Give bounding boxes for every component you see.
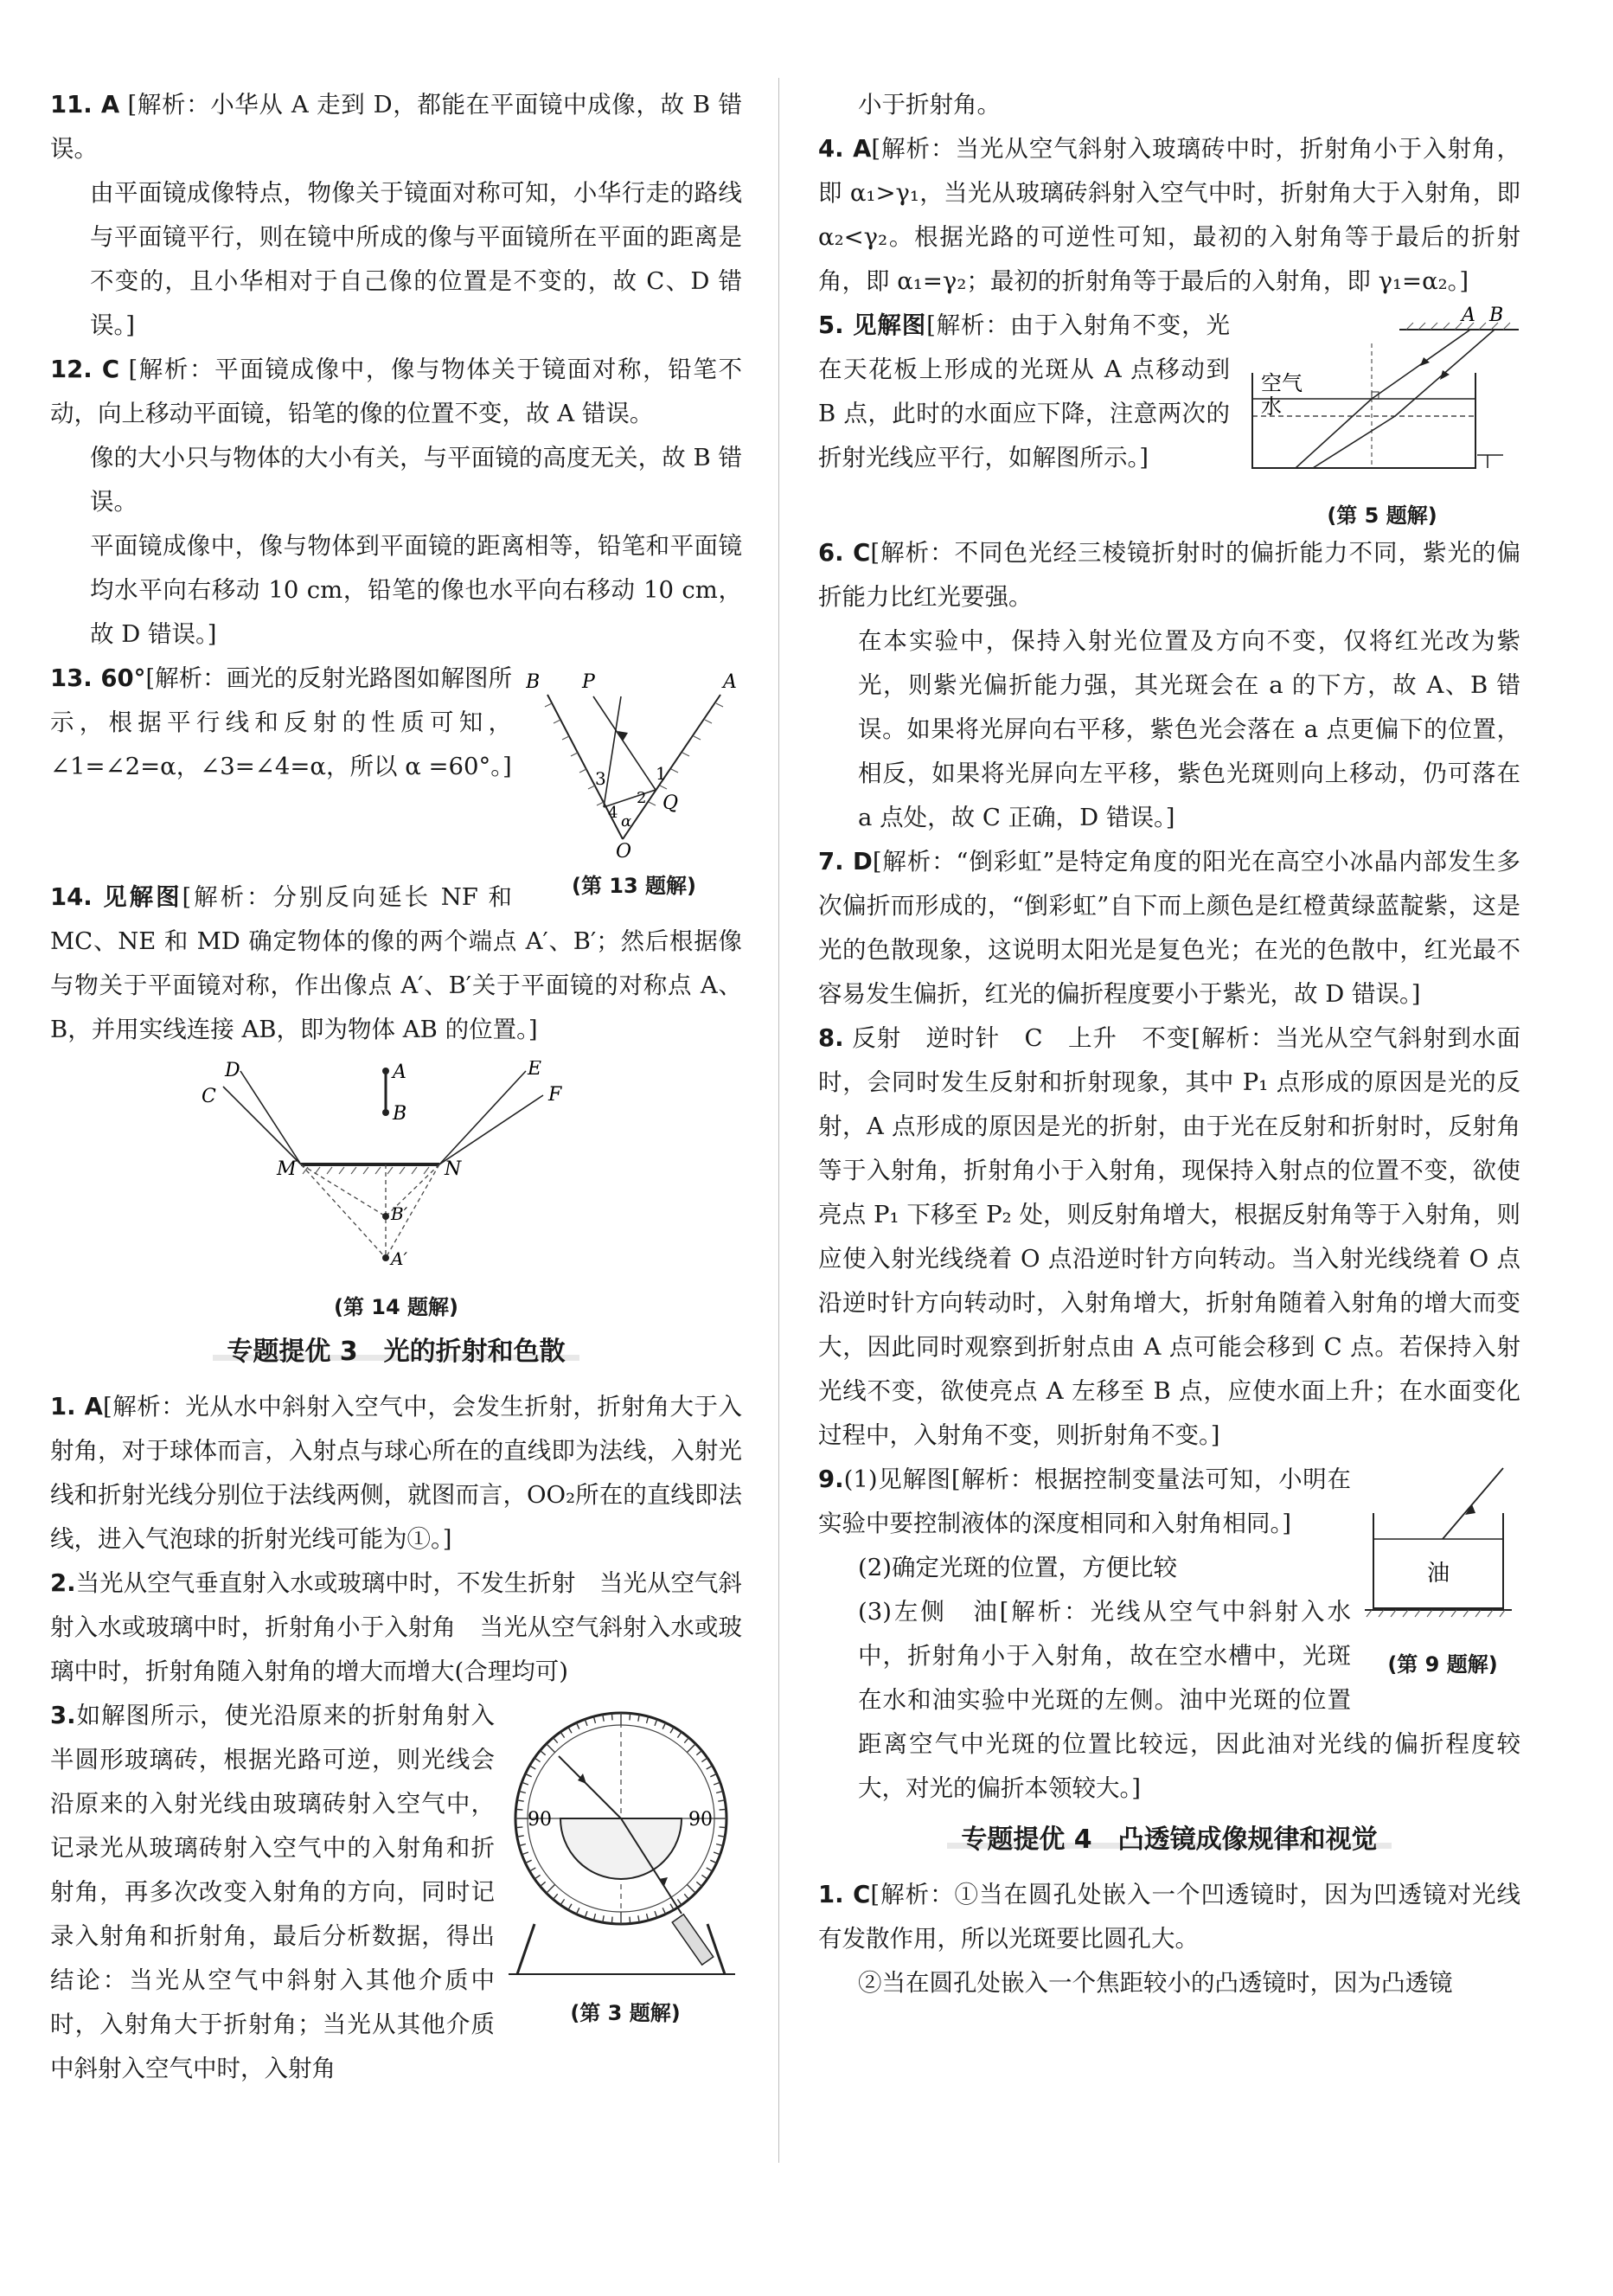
label-B-prime: B′ xyxy=(391,1203,408,1224)
answer-number: 6. C xyxy=(818,539,871,567)
analysis-text: 像的大小只与物体的大小有关，与平面镜的高度无关，故 B 错误。 xyxy=(90,444,742,516)
analysis-text: [解析：平面镜成像中，像与物体关于镜面对称，铅笔不动，向上移动平面镜，铅笔的像的位置不变，故 A 错误。 xyxy=(50,356,742,427)
label-A-prime: A′ xyxy=(391,1248,407,1269)
semicircle-protractor-diagram xyxy=(509,1697,742,1983)
analysis-text: [解析：光从水中斜射入空气中，会发生折射，折射角大于入射角，对于球体而言，入射点与球心所在的直线即为法线，入射光线和折射光线分别位于法线两侧，就图而言，OO₂所在的直线即法线，进入气泡球的折射光线可能为①。] xyxy=(50,1393,742,1553)
protractor-tick xyxy=(720,1827,726,1828)
answer-s3-3 xyxy=(50,1694,742,2091)
analysis-text: 在本实验中，保持入射光位置及方向不变，仅将红光改为紫光，则紫光偏折能力强，其光斑会在 a 的下方，故 A、B 错误。如果将光屏向右平移，紫色光会落在 a 点更偏下的位置，相反，如果将光屏向左平移，紫色光斑则向上移动，仍可落在 a 点处，故 C 正确，D 错误。] xyxy=(858,627,1520,831)
right-column xyxy=(818,83,1520,2005)
label-M: M xyxy=(277,1158,297,1180)
protractor-tick xyxy=(714,1852,720,1855)
figure-3-caption: (第 3 题解) xyxy=(570,2001,681,2025)
protractor-tick xyxy=(522,1852,528,1855)
answer-text: (2)确定光斑的位置，方便比较 xyxy=(858,1554,1177,1581)
label-air: 空气 xyxy=(1261,371,1303,395)
protractor-tick xyxy=(515,1827,522,1828)
protractor-tick xyxy=(576,1722,579,1728)
label-P: P xyxy=(582,671,595,693)
section-title-4: 专题提优 4 凸透镜成像规律和视觉 xyxy=(818,1816,1520,1864)
figure-14 xyxy=(50,1061,742,1323)
protractor-tick xyxy=(560,1732,565,1738)
analysis-text: 平面镜成像中，像与物体到平面镜的距离相等，铅笔和平面镜均水平向右移动 10 cm，铅笔的像也水平向右移动 10 cm，故 D 错误。] xyxy=(90,532,742,648)
label-A: A xyxy=(1462,305,1475,326)
answer-number: 1. C xyxy=(818,1881,871,1908)
answer-13 xyxy=(50,657,742,875)
protractor-tick xyxy=(707,1766,713,1769)
protractor-tick xyxy=(576,1908,579,1914)
label-D: D xyxy=(225,1061,240,1081)
label-C: C xyxy=(202,1086,216,1107)
protractor-tick xyxy=(655,1719,657,1726)
protractor-tick xyxy=(684,1894,688,1899)
protractor-tick xyxy=(720,1809,726,1810)
analysis-text: [解析：小华从 A 走到 D，都能在平面镜中成像，故 B 错误。 xyxy=(50,91,742,163)
answer-number: 11. A xyxy=(50,91,120,119)
answer-number: 5. 见解图 xyxy=(818,311,927,339)
answer-s4-1 xyxy=(818,1873,1520,2005)
protractor-tick xyxy=(710,1773,716,1776)
label-F: F xyxy=(548,1084,562,1106)
figure-5-caption: (第 5 题解) xyxy=(1327,503,1437,528)
oil-label: 油 xyxy=(1427,1561,1450,1587)
protractor-tick xyxy=(541,1751,546,1755)
protractor-tick xyxy=(655,1911,657,1918)
protractor-tick xyxy=(684,1738,688,1743)
protractor-tick xyxy=(529,1868,535,1871)
angle-4: 4 xyxy=(608,804,618,822)
answer-number: 9. xyxy=(818,1465,844,1493)
protractor-tick xyxy=(670,1727,674,1733)
continued-text: 小于折射角。 xyxy=(858,91,1001,119)
angle-label-left-90: 90 xyxy=(528,1809,552,1831)
answer-number: 3. xyxy=(50,1702,76,1729)
reflection-diagram-13 xyxy=(526,662,742,861)
protractor-tick xyxy=(541,1882,546,1886)
protractor-tick xyxy=(585,1911,587,1918)
answer-12 xyxy=(50,348,742,657)
protractor-tick xyxy=(611,1917,612,1924)
answer-number: 8. xyxy=(818,1024,844,1052)
answer-number: 1. A xyxy=(50,1393,103,1421)
figure-13-caption-wrap xyxy=(526,870,742,901)
protractor-tick xyxy=(547,1884,555,1893)
label-B: B xyxy=(526,671,541,693)
analysis-text: [解析：当光从空气斜射入玻璃砖中时，折射角小于入射角，即 α₁>γ₁，当光从玻璃砖斜射入空气中时，折射角大于入射角，即 α₂<γ₂。根据光路的可逆性可知，最初的入射角等于最后的折射角，即 α₁=γ₂；最初的折射角等于最后的入射角，即 γ₁=α₂。] xyxy=(818,135,1520,295)
label-N: N xyxy=(445,1158,462,1180)
figure-3 xyxy=(509,1697,742,2029)
protractor-tick xyxy=(568,1904,572,1910)
protractor-tick xyxy=(522,1782,528,1785)
answer-text: 反射 逆时针 C 上升 不变[解析：当光从空气斜射到水面时，会同时发生反射和折射现象，其中 P₁ 点形成的原因是光的反射，A 点形成的原因是光的折射，由于光在反射和折射时，反射角等于入射角，折射角小于入射角，现保持入射点的位置不变，欲使亮点 P₁ 下移至 P₂ 处，则反射角增大，根据反射角等于入射角，则应使入射光线绕着 O 点沿逆时针方向转动。当入射光线绕着 O 点沿逆时针方向转动时，入射角增大，折射角随着入射角的增大而变大，因此同时观察到折射点由 A 点可能会移到 C 点。若保持入射光线不变，欲使亮点 A 左移至 B 点，应使水面上升；在水面变化过程中，入射角不变，则折射角不变。] xyxy=(818,1024,1520,1449)
protractor-tick xyxy=(547,1744,555,1753)
label-Q: Q xyxy=(662,792,679,814)
analysis-text: 由平面镜成像特点，物像关于镜面对称可知，小华行走的路线与平面镜平行，则在镜中所成的像与平面镜所在平面的距离是不变的，且小华相对于自己像的位置是不变的，故 C、D 错误。] xyxy=(90,179,742,339)
protractor-tick xyxy=(611,1713,612,1720)
analysis-text: [解析：画光的反射光路图如解图所示，根据平行线和反射的性质可知，∠1=∠2=α，∠3=∠4=α，所以 α =60°。] xyxy=(50,664,512,780)
figure-9 xyxy=(1365,1461,1520,1680)
protractor-tick xyxy=(585,1719,587,1726)
section-title-3: 专题提优 3 光的折射和色散 xyxy=(50,1328,742,1376)
protractor-tick xyxy=(593,1716,595,1723)
protractor-tick xyxy=(710,1860,716,1863)
angle-1: 1 xyxy=(656,763,667,784)
protractor-tick xyxy=(662,1908,665,1914)
protractor-tick xyxy=(554,1738,558,1743)
protractor-tick xyxy=(647,1914,649,1921)
protractor-tick xyxy=(529,1766,535,1769)
answer-14 xyxy=(50,875,742,1323)
mirror-image-diagram-14 xyxy=(171,1061,621,1277)
protractor-tick xyxy=(568,1727,572,1733)
analysis-text: [解析：不同色光经三棱镜折射时的偏折能力不同，紫光的偏折能力比红光要强。 xyxy=(818,539,1520,611)
protractor-tick xyxy=(662,1722,665,1728)
protractor-tick xyxy=(696,1751,701,1755)
protractor-tick xyxy=(677,1899,682,1905)
protractor-tick xyxy=(593,1914,595,1921)
protractor-tick xyxy=(525,1773,531,1776)
protractor-tick xyxy=(515,1809,522,1810)
protractor-tick xyxy=(560,1899,565,1905)
protractor-tick xyxy=(525,1860,531,1863)
label-B: B xyxy=(1489,305,1504,326)
figure-13 xyxy=(526,662,742,875)
figure-5 xyxy=(1244,304,1520,531)
answer-number: 7. D xyxy=(818,848,873,875)
protractor-tick xyxy=(707,1868,713,1871)
left-column xyxy=(50,83,742,2091)
answer-s3-5 xyxy=(818,304,1520,531)
analysis-text: [解析：分别反向延长 NF 和 MC、NE 和 MD 确定物体的像的两个端点 A′、B′；然后根据像与物关于平面镜对称，作出像点 A′、B′关于平面镜的对称点 A、B，并用实线连接 AB，即为物体 AB 的位置。] xyxy=(50,883,743,1043)
label-E: E xyxy=(528,1061,542,1080)
protractor-tick xyxy=(670,1904,674,1910)
angle-label-right-90: 90 xyxy=(688,1809,713,1831)
protractor-tick xyxy=(701,1875,707,1879)
figure-9-caption: (第 9 题解) xyxy=(1387,1652,1498,1677)
angle-2: 2 xyxy=(637,789,647,807)
answer-text: (3)左侧 油[解析：光线从空气中斜射入水中，折射角小于入射角，故在空水槽中，光斑在水和油实验中光斑的左侧。油中光斑的位置距离空气中光斑的位置比较远，因此油对光线的偏折程度较大，对光的偏折本领较大。] xyxy=(858,1598,1520,1802)
label-A: A xyxy=(723,671,737,693)
analysis-text: ②当在圆孔处嵌入一个焦距较小的凸透镜时，因为凸透镜 xyxy=(858,1969,1453,1997)
figure-14-caption: (第 14 题解) xyxy=(333,1295,459,1319)
answer-number: 2. xyxy=(50,1569,76,1597)
answer-text: 当光从空气垂直射入水或玻璃中时，不发生折射 当光从空气斜射入水或玻璃中时，折射角小于入射角 当光从空气斜射入水或玻璃中时，折射角随入射角的增大而增大(合理均可) xyxy=(50,1569,742,1685)
protractor-tick xyxy=(687,1884,695,1893)
answer-s3-6 xyxy=(818,531,1520,840)
analysis-text: [解析：“倒彩虹”是特定角度的阳光在高空小冰晶内部发生多次偏折而形成的，“倒彩虹”自下而上颜色是红橙黄绿蓝靛紫，这是光的色散现象，这说明太阳光是复色光；在光的色散中，红光最不容易发生偏折，红光的偏折程度要小于紫光，故 D 错误。] xyxy=(818,848,1520,1008)
protractor-tick xyxy=(687,1744,695,1753)
analysis-text: [解析：①当在圆孔处嵌入一个凹透镜时，因为凹透镜对光线有发散作用，所以光斑要比圆孔大。 xyxy=(818,1881,1520,1953)
protractor-tick xyxy=(677,1732,682,1738)
protractor-tick xyxy=(714,1782,720,1785)
answer-s3-9 xyxy=(818,1458,1520,1811)
protractor-tick xyxy=(696,1882,701,1886)
answer-number: 14. 见解图 xyxy=(50,883,182,911)
column-divider xyxy=(778,78,779,2163)
protractor-tick xyxy=(534,1875,541,1879)
answer-number: 13. 60° xyxy=(50,664,146,692)
water-refraction-diagram-5 xyxy=(1244,304,1520,485)
answer-text: 如解图所示，使光沿原来的折射角射入半圆形玻璃砖，根据光路可逆，则光线会沿原来的入射光线由玻璃砖射入空气中，记录光从玻璃砖射入空气中的入射角和折射角，再多次改变入射角的方向，同时记录入射角和折射角，最后分析数据，得出结论：当光从空气中斜射入其他介质中时，入射角大于折射角；当光从其他介质中斜射入空气中时，入射角 xyxy=(50,1702,495,2082)
protractor-tick xyxy=(701,1758,707,1762)
label-O: O xyxy=(616,841,632,861)
figure-13-caption: (第 13 题解) xyxy=(571,874,697,898)
label-A: A xyxy=(393,1061,406,1083)
protractor-tick xyxy=(534,1758,541,1762)
answer-text: (1)见解图[解析：根据控制变量法可知，小明在实验中要控制液体的深度相同和入射角相同。] xyxy=(818,1465,1351,1537)
oil-tank-diagram-9 xyxy=(1365,1461,1520,1634)
label-water: 水 xyxy=(1261,394,1282,419)
answer-number: 12. C xyxy=(50,356,120,383)
label-B: B xyxy=(393,1103,407,1125)
analysis-text: [解析：由于入射角不变，光在天花板上形成的光斑从 A 点移动到 B 点，此时的水面应下降，注意两次的折射光线应平行，如解图所示。] xyxy=(818,311,1230,471)
answer-number: 4. A xyxy=(818,135,872,163)
answer-11 xyxy=(50,83,742,348)
protractor-tick xyxy=(554,1894,558,1899)
angle-alpha: α xyxy=(621,812,632,831)
angle-3: 3 xyxy=(595,768,606,789)
